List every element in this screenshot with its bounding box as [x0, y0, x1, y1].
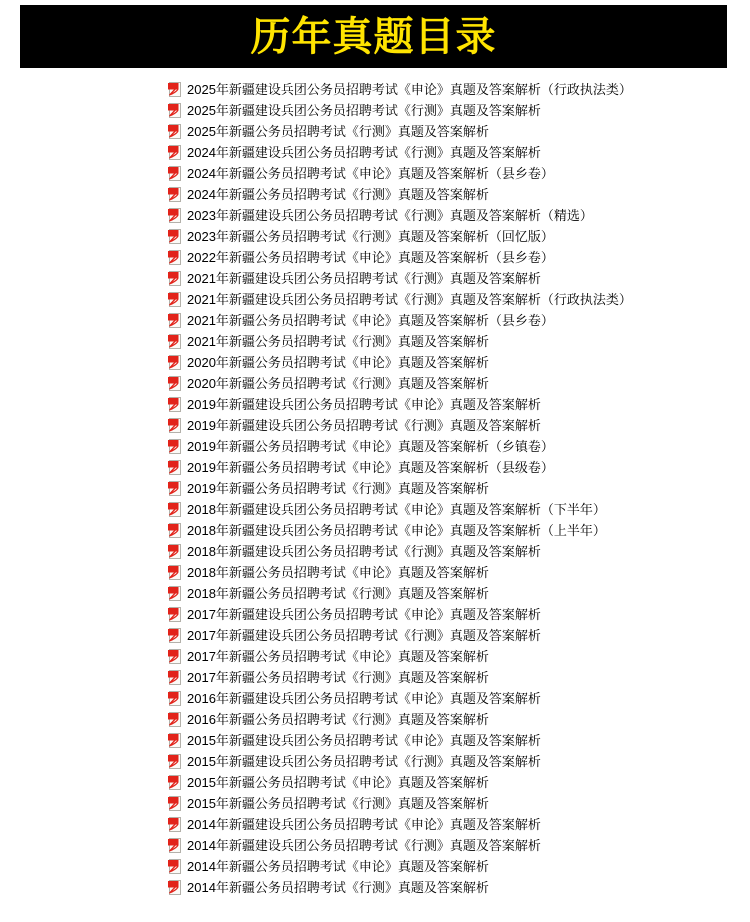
pdf-file-icon — [168, 187, 181, 202]
pdf-file-icon — [168, 439, 181, 454]
list-item[interactable] — [168, 835, 750, 856]
list-item[interactable] — [168, 562, 750, 583]
list-item-label: 2023年新疆公务员招聘考试《行测》真题及答案解析（回忆版） — [187, 229, 554, 244]
list-item-label: 2014年新疆公务员招聘考试《行测》真题及答案解析 — [187, 880, 489, 895]
pdf-file-icon — [168, 691, 181, 706]
list-item[interactable] — [168, 121, 750, 142]
list-item-label: 2018年新疆建设兵团公务员招聘考试《行测》真题及答案解析 — [187, 544, 541, 559]
list-item[interactable] — [168, 331, 750, 352]
list-item[interactable] — [168, 289, 750, 310]
pdf-file-icon — [168, 649, 181, 664]
list-item-label: 2020年新疆公务员招聘考试《申论》真题及答案解析 — [187, 355, 489, 370]
list-item[interactable] — [168, 814, 750, 835]
pdf-file-icon — [168, 124, 181, 139]
pdf-file-icon — [168, 775, 181, 790]
pdf-file-icon — [168, 103, 181, 118]
list-item-label: 2019年新疆公务员招聘考试《行测》真题及答案解析 — [187, 481, 489, 496]
list-item-label: 2019年新疆公务员招聘考试《申论》真题及答案解析（县级卷） — [187, 460, 554, 475]
list-item-label: 2020年新疆公务员招聘考试《行测》真题及答案解析 — [187, 376, 489, 391]
list-item-label: 2024年新疆公务员招聘考试《申论》真题及答案解析（县乡卷） — [187, 166, 554, 181]
pdf-file-icon — [168, 418, 181, 433]
list-item[interactable] — [168, 688, 750, 709]
list-item[interactable] — [168, 541, 750, 562]
list-item[interactable] — [168, 772, 750, 793]
pdf-file-icon — [168, 250, 181, 265]
list-item-label: 2024年新疆建设兵团公务员招聘考试《行测》真题及答案解析 — [187, 145, 541, 160]
pdf-file-icon — [168, 670, 181, 685]
pdf-file-icon — [168, 754, 181, 769]
pdf-file-icon — [168, 271, 181, 286]
pdf-file-icon — [168, 166, 181, 181]
list-item[interactable] — [168, 415, 750, 436]
pdf-file-icon — [168, 586, 181, 601]
pdf-file-icon — [168, 313, 181, 328]
list-item-label: 2014年新疆建设兵团公务员招聘考试《行测》真题及答案解析 — [187, 838, 541, 853]
list-item[interactable] — [168, 226, 750, 247]
pdf-file-icon — [168, 733, 181, 748]
pdf-file-icon — [168, 208, 181, 223]
list-item-label: 2015年新疆建设兵团公务员招聘考试《行测》真题及答案解析 — [187, 754, 541, 769]
exam-paper-list — [168, 79, 750, 898]
pdf-file-icon — [168, 355, 181, 370]
list-item-label: 2022年新疆公务员招聘考试《申论》真题及答案解析（县乡卷） — [187, 250, 554, 265]
list-item-label: 2019年新疆建设兵团公务员招聘考试《申论》真题及答案解析 — [187, 397, 541, 412]
pdf-file-icon — [168, 334, 181, 349]
list-item[interactable] — [168, 751, 750, 772]
list-item-label: 2021年新疆建设兵团公务员招聘考试《行测》真题及答案解析 — [187, 271, 541, 286]
list-item-label: 2023年新疆建设兵团公务员招聘考试《行测》真题及答案解析（精选） — [187, 208, 593, 223]
list-item[interactable] — [168, 268, 750, 289]
pdf-file-icon — [168, 229, 181, 244]
list-item-label: 2018年新疆建设兵团公务员招聘考试《申论》真题及答案解析（下半年） — [187, 502, 606, 517]
list-item-label: 2019年新疆公务员招聘考试《申论》真题及答案解析（乡镇卷） — [187, 439, 554, 454]
pdf-file-icon — [168, 880, 181, 895]
list-item-label: 2021年新疆建设兵团公务员招聘考试《行测》真题及答案解析（行政执法类） — [187, 292, 632, 307]
list-item-label: 2015年新疆公务员招聘考试《行测》真题及答案解析 — [187, 796, 489, 811]
list-item[interactable] — [168, 877, 750, 898]
pdf-file-icon — [168, 817, 181, 832]
page-header — [20, 5, 727, 68]
pdf-file-icon — [168, 544, 181, 559]
pdf-file-icon — [168, 397, 181, 412]
list-item-label: 2014年新疆建设兵团公务员招聘考试《申论》真题及答案解析 — [187, 817, 541, 832]
list-item[interactable] — [168, 583, 750, 604]
list-item[interactable] — [168, 436, 750, 457]
list-item[interactable] — [168, 205, 750, 226]
list-item[interactable] — [168, 478, 750, 499]
list-item-label: 2017年新疆公务员招聘考试《行测》真题及答案解析 — [187, 670, 489, 685]
list-item[interactable] — [168, 373, 750, 394]
list-item[interactable] — [168, 730, 750, 751]
pdf-file-icon — [168, 838, 181, 853]
list-item-label: 2018年新疆公务员招聘考试《行测》真题及答案解析 — [187, 586, 489, 601]
list-item-label: 2017年新疆建设兵团公务员招聘考试《行测》真题及答案解析 — [187, 628, 541, 643]
list-item-label: 2025年新疆公务员招聘考试《行测》真题及答案解析 — [187, 124, 489, 139]
list-item-label: 2015年新疆建设兵团公务员招聘考试《申论》真题及答案解析 — [187, 733, 541, 748]
list-item-label: 2014年新疆公务员招聘考试《申论》真题及答案解析 — [187, 859, 489, 874]
list-item[interactable] — [168, 667, 750, 688]
list-item[interactable] — [168, 625, 750, 646]
list-item-label: 2021年新疆公务员招聘考试《申论》真题及答案解析（县乡卷） — [187, 313, 554, 328]
pdf-file-icon — [168, 376, 181, 391]
list-item-label: 2016年新疆建设兵团公务员招聘考试《申论》真题及答案解析 — [187, 691, 541, 706]
pdf-file-icon — [168, 145, 181, 160]
pdf-file-icon — [168, 565, 181, 580]
list-item-label: 2025年新疆建设兵团公务员招聘考试《申论》真题及答案解析（行政执法类） — [187, 82, 632, 97]
list-item-label: 2018年新疆建设兵团公务员招聘考试《申论》真题及答案解析（上半年） — [187, 523, 606, 538]
list-item[interactable] — [168, 646, 750, 667]
list-item[interactable] — [168, 856, 750, 877]
list-item-label: 2024年新疆公务员招聘考试《行测》真题及答案解析 — [187, 187, 489, 202]
pdf-file-icon — [168, 292, 181, 307]
pdf-file-icon — [168, 502, 181, 517]
list-item[interactable] — [168, 793, 750, 814]
pdf-file-icon — [168, 82, 181, 97]
list-item[interactable] — [168, 310, 750, 331]
list-item[interactable] — [168, 604, 750, 625]
list-item-label: 2016年新疆公务员招聘考试《行测》真题及答案解析 — [187, 712, 489, 727]
list-item-label: 2015年新疆公务员招聘考试《申论》真题及答案解析 — [187, 775, 489, 790]
pdf-file-icon — [168, 712, 181, 727]
list-item[interactable] — [168, 394, 750, 415]
list-item[interactable] — [168, 247, 750, 268]
page-title: 历年真题目录 — [250, 12, 497, 60]
list-item-label: 2021年新疆公务员招聘考试《行测》真题及答案解析 — [187, 334, 489, 349]
list-item-label: 2025年新疆建设兵团公务员招聘考试《行测》真题及答案解析 — [187, 103, 541, 118]
list-item-label: 2017年新疆公务员招聘考试《申论》真题及答案解析 — [187, 649, 489, 664]
pdf-file-icon — [168, 859, 181, 874]
list-item-label: 2017年新疆建设兵团公务员招聘考试《申论》真题及答案解析 — [187, 607, 541, 622]
list-item[interactable] — [168, 79, 750, 100]
pdf-file-icon — [168, 628, 181, 643]
page — [0, 5, 750, 898]
pdf-file-icon — [168, 796, 181, 811]
list-item[interactable] — [168, 457, 750, 478]
list-item[interactable] — [168, 499, 750, 520]
list-item[interactable] — [168, 163, 750, 184]
list-item[interactable] — [168, 100, 750, 121]
pdf-file-icon — [168, 460, 181, 475]
list-item-label: 2018年新疆公务员招聘考试《申论》真题及答案解析 — [187, 565, 489, 580]
list-item[interactable] — [168, 142, 750, 163]
list-item[interactable] — [168, 352, 750, 373]
pdf-file-icon — [168, 607, 181, 622]
pdf-file-icon — [168, 481, 181, 496]
list-item-label: 2019年新疆建设兵团公务员招聘考试《行测》真题及答案解析 — [187, 418, 541, 433]
list-item[interactable] — [168, 709, 750, 730]
list-item[interactable] — [168, 184, 750, 205]
list-item[interactable] — [168, 520, 750, 541]
pdf-file-icon — [168, 523, 181, 538]
